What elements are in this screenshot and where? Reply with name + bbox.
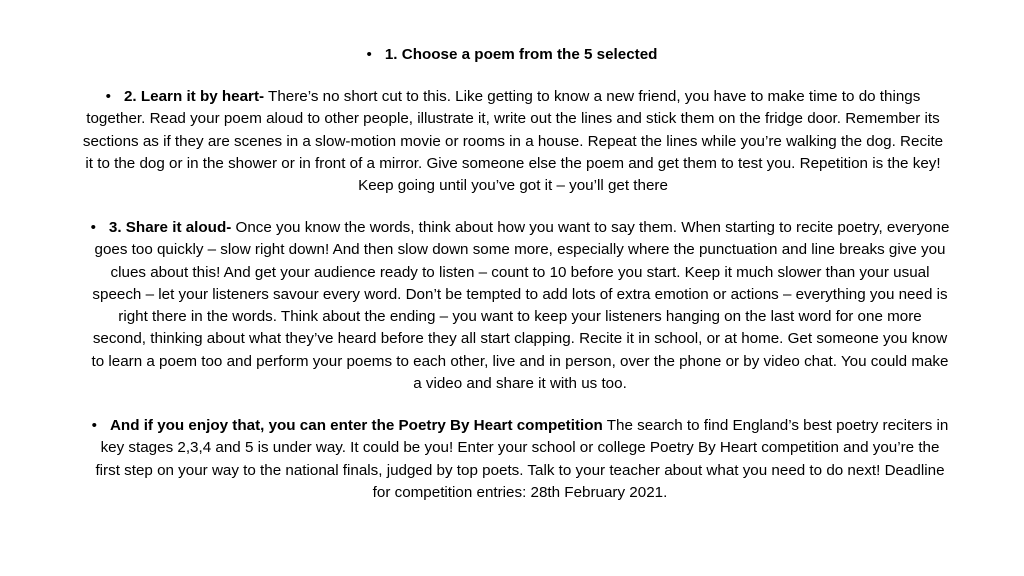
bullet-point-icon: • bbox=[91, 417, 97, 434]
bullet-heading: 1. Choose a poem from the 5 selected bbox=[384, 46, 658, 63]
bullet-heading: 2. Learn it by heart- bbox=[123, 88, 265, 105]
bullet-body: Once you know the words, think about how you want to say them. When starting to recite poetry, everyone goes too quickly – slow right down! And then slow down some more, especially where the punctuation and line breaks give you clues about this! And get your audience ready to listen – count to 10 before you start. Keep it much slower than your usual speech – let your listeners savour every word. Don’t be tempted to add lots of extra emotion or actions – everything you need is right there in the words. Think about the ending – you want to keep your listeners hanging on the last word for one more second, thinking about what they’ve heard before they all start clapping. Recite it in school, or at home. Get someone you know to learn a poem too and perform your poems to each other, live and in person, over the phone or by video chat. You could make a video and share it with us too. bbox=[91, 219, 950, 393]
bullet-body: There’s no short cut to this. Like getting to know a new friend, you have to make time to do things together. Read your poem aloud to other people, illustrate it, write out the lines and stick them on the fridge door. Remember its sections as if they are scenes in a slow-motion movie or rooms in a house. Repeat the lines while you’re walking the dog. Recite it to the dog or in the shower or in front of a mirror. Give someone else the poem and get them to test you. Repetition is the key! Keep going until you’ve got it – you’ll get there bbox=[82, 88, 944, 195]
bullet-heading: 3. Share it aloud- bbox=[108, 219, 232, 236]
bullet-heading: And if you enjoy that, you can enter the Poetry By Heart competition bbox=[109, 417, 603, 434]
bullet-point-icon: • bbox=[90, 219, 96, 236]
bullet-body: The search to find England’s best poetry reciters in key stages 2,3,4 and 5 is under way. It could be you! Enter your school or college Poetry By Heart competition and you’re the first step on your way to the national finals, judged by top poets. Talk to your teacher about what you need to do next! Deadline for competition entries: 28th February 2021. bbox=[95, 417, 949, 501]
bullet-point-icon: • bbox=[366, 46, 372, 63]
bullet-share-aloud bbox=[90, 217, 950, 395]
bullet-learn-by-heart bbox=[78, 86, 948, 197]
bullet-competition bbox=[90, 415, 950, 504]
bullet-point-icon: • bbox=[105, 88, 111, 105]
bullet-choose-poem bbox=[60, 44, 964, 66]
